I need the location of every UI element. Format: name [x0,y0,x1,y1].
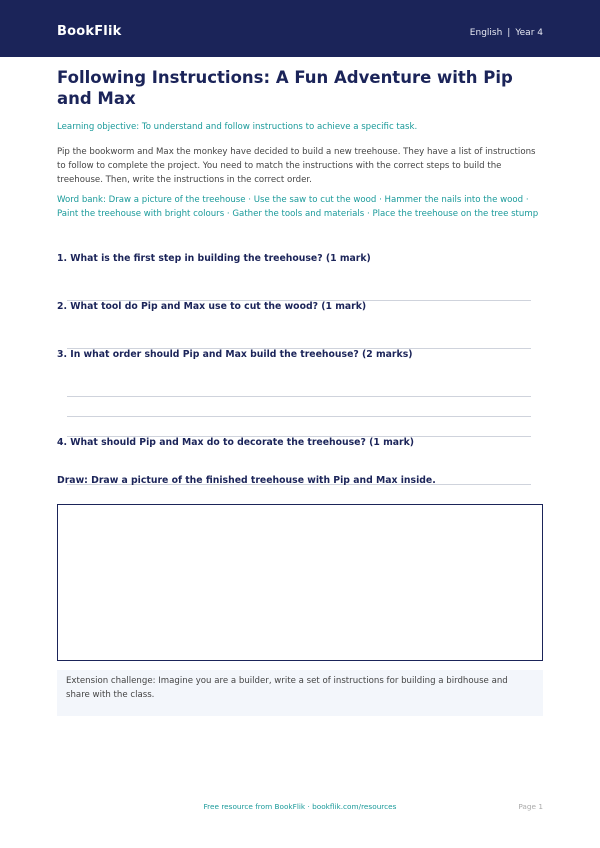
question-1: 1. What is the first step in building the treehouse? (1 mark) [57,253,371,264]
brand-logo[interactable]: BookFlik [57,24,122,39]
draw-prompt: Draw: Draw a picture of the finished treehouse with Pip and Max inside. [57,475,436,486]
subject-label: English [469,28,503,38]
word-bank: Word bank: Draw a picture of the treehouse · Use the saw to cut the wood · Hammer the nails into the wood · Paint the treehouse with bright colours · Gather the tools and materials · Place the treehouse on the tree stump [57,195,539,219]
drawing-area[interactable] [57,504,543,661]
answer-line-3a[interactable] [67,396,531,397]
subject-year-label [470,28,543,38]
question-4: 4. What should Pip and Max do to decorate the treehouse? (1 mark) [57,437,415,448]
question-2: 2. What tool do Pip and Max use to cut the wood? (1 mark) [57,301,367,312]
footer-link[interactable]: Free resource from BookFlik · bookflik.com/resources [203,802,397,811]
question-3: 3. In what order should Pip and Max build the treehouse? (2 marks) [57,349,413,360]
meta-separator: | [507,28,511,38]
year-label: Year 4 [515,28,543,38]
page-number: Page 1 [518,802,543,811]
learning-objective: Learning objective: To understand and follow instructions to achieve a specific task. [57,122,418,132]
answer-line-3b[interactable] [67,416,531,417]
worksheet-title: Following Instructions: A Fun Adventure with Pip and Max [57,68,513,108]
intro-paragraph: Pip the bookworm and Max the monkey have decided to build a new treehouse. They have a list of instructions to follow to complete the project. You need to match the instructions with the correct steps to build the treehouse. Then, write the instructions in the correct order. [57,147,536,185]
extension-challenge: Extension challenge: Imagine you are a builder, write a set of instructions for building a birdhouse and share with the class. [57,670,543,716]
header-bar [0,0,600,57]
